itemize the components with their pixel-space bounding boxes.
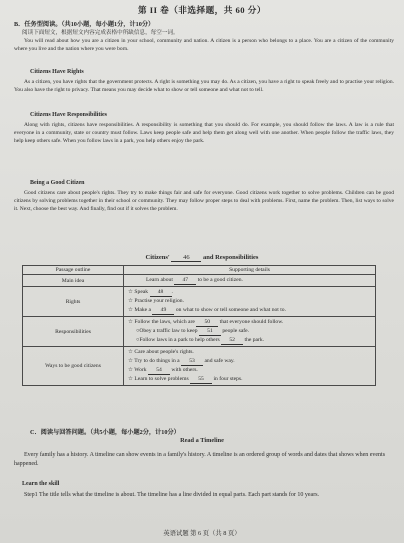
main-idea-pre: Learn about (146, 277, 173, 283)
rights-label: Rights (23, 287, 124, 317)
good-citizen-text: Good citizens care about people's rights. They try to make things fair and safe for everyone. Good citizens work together to solve problems. Children can be good citizens by solving problems together in their school or community. They may follow proper steps to deal with problems. First, name the problem. Then, list ways to solve it. Next, choose the best way. And finally, find out if it solves the problem. (14, 190, 394, 213)
intro-paragraph (14, 37, 394, 53)
rights-text: As a citizen, you have rights that the government protects. A right is something you may do. As a citizen, you have a right to speak freely and to practise your religion. You also have the right to privacy. That means you may decide what to show or tell someone and what not to tell. (14, 79, 394, 94)
resp-line2-pre: ○Obey a traffic law to keep (136, 328, 198, 335)
table-row-rights (23, 287, 376, 317)
rights-line1-pre: ☆ Speak (128, 289, 149, 296)
timeline-intro-text: Every family has a history. A timeline can show events in a family's history. A timeline is an ordered group of words and dates that shows when events happened. (14, 452, 386, 467)
table-row-ways (23, 347, 376, 386)
learn-skill-heading: Learn the skill (22, 481, 60, 487)
blank-51[interactable]: 51 (199, 327, 221, 336)
ways-line2-pre: ☆ Try to do things in a (128, 357, 180, 364)
blank-48[interactable]: 48 (150, 288, 172, 297)
blank-50[interactable]: 50 (196, 318, 218, 327)
table-header-row (23, 266, 376, 275)
blank-55[interactable]: 55 (190, 375, 212, 384)
resp-line1-pre: ☆ Follow the laws, which are (128, 318, 195, 325)
blank-54[interactable]: 54 (148, 366, 170, 375)
ways-cell (124, 347, 376, 386)
good-citizen-heading: Being a Good Citizen (30, 180, 85, 186)
ways-line4-pre: ☆ Learn to solve problems (128, 376, 189, 383)
resp-line2-post: people safe. (222, 328, 250, 335)
table-caption (0, 254, 404, 262)
blank-47[interactable]: 47 (174, 276, 196, 285)
rights-line1-post: . (171, 289, 173, 296)
responsibilities-paragraph (14, 121, 394, 145)
ways-line4-post: in four steps. (213, 376, 243, 383)
blank-53[interactable]: 53 (181, 357, 203, 366)
resp-line3-post: the park. (244, 337, 265, 344)
main-idea-post: to be a good citizen. (197, 277, 243, 283)
main-idea-label: Main idea (23, 275, 124, 287)
table-row-responsibilities (23, 316, 376, 347)
responsibilities-cell (124, 316, 376, 347)
good-citizen-paragraph (14, 189, 394, 213)
table-row-main-idea (23, 275, 376, 287)
step1-text: Step1 The title tells what the timeline is about. The timeline has a line divided in equal parts. Each part stands for 10 years. (24, 492, 320, 498)
resp-line3-pre: ○Follow laws in a park to help others (136, 337, 220, 344)
ways-line3-pre: ☆ Work (128, 366, 147, 373)
rights-paragraph (14, 78, 394, 94)
task-c-heading: C．阅读与回答问题。（共5小题，每小题2分，计10分） (30, 429, 180, 436)
answer-table (22, 265, 376, 386)
blank-46[interactable]: 46 (171, 254, 201, 262)
timeline-intro (14, 451, 394, 468)
caption-pre: Citizens' (145, 254, 170, 261)
caption-post: and Responsibilities (203, 254, 259, 261)
blank-52[interactable]: 52 (221, 336, 243, 345)
col-header-details: Supporting details (124, 266, 376, 275)
main-idea-cell (124, 275, 376, 287)
rights-cell (124, 287, 376, 317)
rights-line2: ☆ Practise your religion. (128, 298, 184, 305)
task-b-heading: B．任务型阅读。（共10小题，每小题1分，计10分） (14, 21, 155, 28)
resp-line1-post: that everyone should follow. (219, 318, 284, 325)
intro-text: You will read about how you are a citizen in your school, community and nation. A citizen is a person who belongs to a place. You are a citizen of the community where you live and the nation where you were born. (14, 38, 394, 53)
col-header-outline: Passage outline (23, 266, 124, 275)
responsibilities-text: Along with rights, citizens have responsibilities. A responsibility is something that you should do. For example, you should follow the laws. A law is a rule that everyone in a community, state or country must follow. Laws keep people safe and help them get along well with one another. When people follow the traffic laws, they help keep others safe. When you follow laws in a park, you help others enjoy the park. (14, 122, 394, 145)
ways-line1: ☆ Care about people's rights. (128, 349, 194, 356)
timeline-title: Read a Timeline (180, 437, 224, 444)
ways-label: Ways to be good citizens (23, 347, 124, 386)
task-b-instruction: 阅读下面短文，根据短文内容完成表格中所缺信息，每空一词。 (22, 30, 179, 36)
step1-paragraph (14, 491, 394, 500)
rights-line3-pre: ☆ Make a (128, 306, 152, 313)
rights-heading: Citizens Have Rights (30, 69, 84, 75)
responsibilities-label: Responsibilities (23, 316, 124, 347)
ways-line2-post: and safe way. (204, 357, 235, 364)
blank-49[interactable]: 49 (152, 306, 174, 315)
page-footer: 英语试题 第 6 页（共 8 页） (163, 530, 241, 537)
ways-line3-post: with others. (171, 366, 198, 373)
section-header: 第 II 卷（非选择题，共 60 分） (138, 5, 266, 15)
rights-line3-post: on what to show or tell someone and what not to. (175, 306, 286, 313)
responsibilities-heading: Citizens Have Responsibilities (30, 112, 108, 118)
